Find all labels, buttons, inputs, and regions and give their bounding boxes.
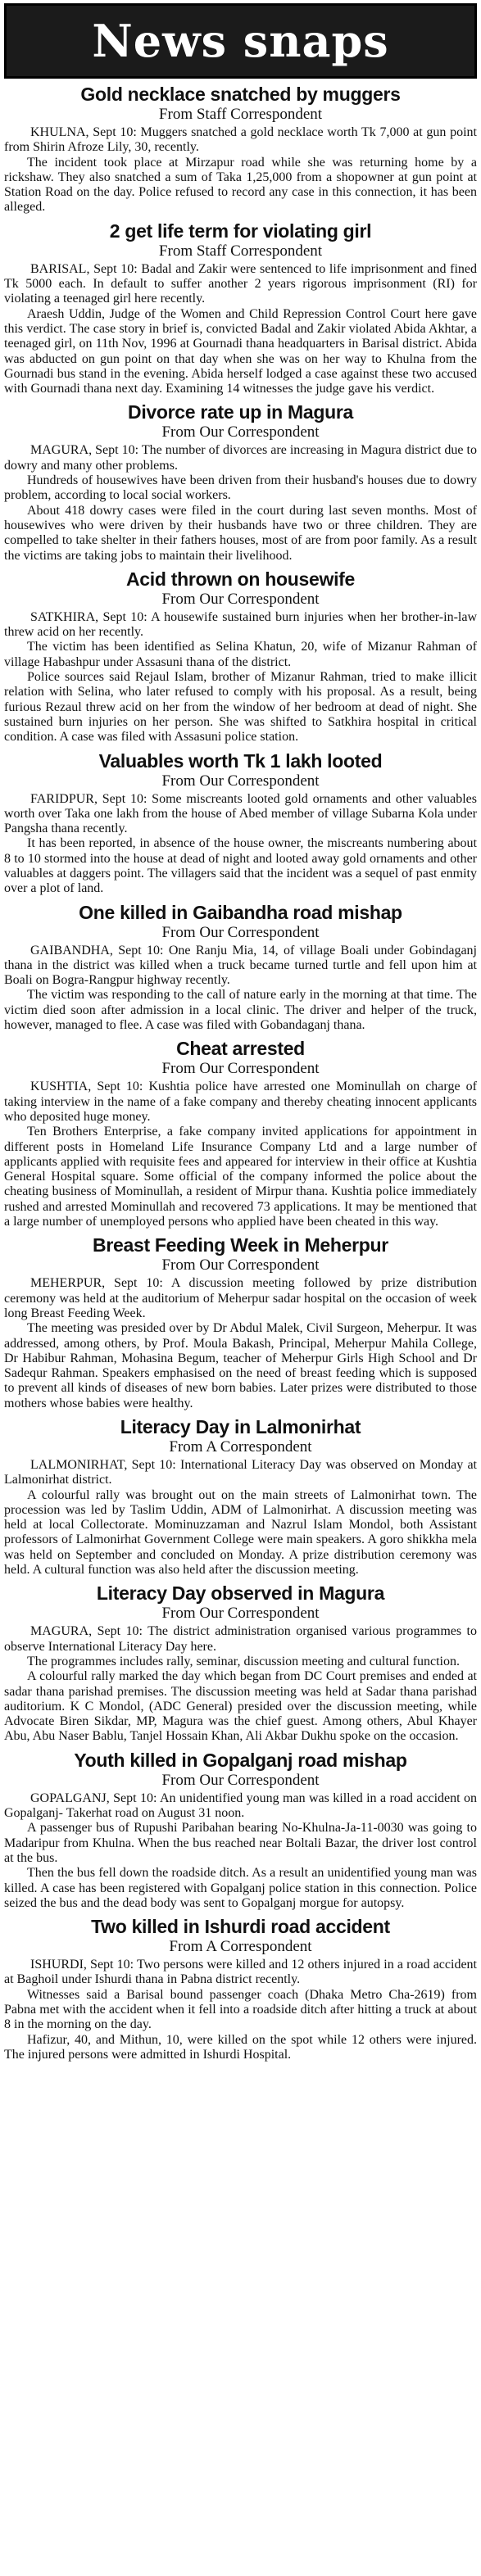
- story-headline: Cheat arrested: [176, 1038, 305, 1060]
- news-story: [4, 568, 477, 745]
- story-lead-paragraph: SATKHIRA, Sept 10: A housewife sustained burn injuries when her brother-in-law threw acid on her recently.: [4, 609, 477, 640]
- story-byline: From Staff Correspondent: [158, 106, 323, 123]
- story-paragraph: A colourful rally marked the day which began from DC Court premises and ended at sadar thana parishad premises. The discussion meeting was held at Sadar thana parishad auditorium. K C Mondol, (ADC General) presided over the discussion meeting, while Advocate Biren Sikdar, MP, Magura was the chief guest. Among others, Abul Khayer Abu, Abu Naser Bablu, Tanjel Hossain Khan, Ali Akbar Dukhu spoke on the occasion.: [4, 1669, 477, 1744]
- story-paragraph: Police sources said Rejaul Islam, brother of Mizanur Rahman, tried to make illicit relation with Selina, who later refused to comply with his proposal. As a result, being furious Rezaul threw acid on her from the window of her bedroom at dead of night. She sustained burn injuries on her person. She was shifted to Satkhira hospital in critical condition. A case was filed with Assasuni police station.: [4, 670, 477, 745]
- story-paragraph: The meeting was presided over by Dr Abdul Malek, Civil Surgeon, Meherpur. It was addressed, among others, by Prof. Moula Bakash, Principal, Meherpur Mahila College, Dr Habibur Rahman, Mohasina Begum, teacher of Meherpur Girls High School and Dr Sadequr Rahman. Speakers emphasised on the need of breast feeding which is supposed to prevent all kinds of diseases of new born babies. Later prizes were distributed to those mothers whose babies were healthy.: [4, 1321, 477, 1410]
- story-byline: From Our Correspondent: [161, 590, 320, 608]
- story-lead-paragraph: KUSHTIA, Sept 10: Kushtia police have arrested one Mominullah on charge of taking interview in the name of a fake company and thereby cheating innocent applicants who deposited huge money.: [4, 1080, 477, 1124]
- story-paragraph: About 418 dowry cases were filed in the court during last seven months. Most of housewives who were driven by their husbands have two or three children. They are compelled to take shelter in their fathers houses, most of are from poor family. As a result the victims are taking jobs to maintain their livelihood.: [4, 503, 477, 563]
- news-story: [4, 1582, 477, 1744]
- story-headline: Literacy Day observed in Magura: [96, 1582, 385, 1605]
- story-paragraph: A passenger bus of Rupushi Paribahan bearing No-Khulna-Ja-11-0030 was going to Madaripur from Khulna. When the bus reached near Boltali Bazar, the driver lost control at the bus.: [4, 1821, 477, 1865]
- story-headline: Valuables worth Tk 1 lakh looted: [98, 749, 383, 772]
- news-story: [4, 902, 477, 1034]
- news-story: [4, 1750, 477, 1911]
- story-headline: Youth killed in Gopalganj road mishap: [74, 1749, 407, 1771]
- story-headline: 2 get life term for violating girl: [109, 220, 372, 242]
- masthead-title: News snaps: [92, 15, 389, 67]
- story-byline: From Our Correspondent: [161, 1256, 320, 1274]
- story-lead-paragraph: BARISAL, Sept 10: Badal and Zakir were sentenced to life imprisonment and fined Tk 5000 each. In default to suffer another 2 years rigorous imprisonment (RI) for violating a teenaged girl here recently.: [4, 261, 477, 306]
- story-paragraph: Hundreds of housewives have been driven from their husband's houses due to dowry problem, according to local social workers.: [4, 473, 477, 503]
- story-paragraph: The incident took place at Mirzapur road while she was returning home by a rickshaw. They also snatched a sum of Taka 1,25,000 from a shopowner at gun point at Station Road on the day. Police refused to record any case in this connection, it has been alleged.: [4, 155, 477, 215]
- story-lead-paragraph: KHULNA, Sept 10: Muggers snatched a gold necklace worth Tk 7,000 at gun point from Shirin Afroze Lily, 30, recently.: [4, 125, 477, 155]
- story-paragraph: Araesh Uddin, Judge of the Women and Child Repression Control Court here gave this verdict. The case story in brief is, convicted Badal and Zakir violated Abida Akhtar, a teenaged girl, on 11th Nov, 1996 at Gournadi thana headquarters in Barisal district. Abida was abducted on gun point on that day when she was on her way to Khulna from the Gournadi bus stand in the evening. Abida herself lodged a case against these two accused with Gournadi thana next day. Examining 14 witnesses the judge gave his verdict.: [4, 306, 477, 396]
- masthead-banner: [4, 3, 477, 79]
- story-paragraph: It has been reported, in absence of the house owner, the miscreants numbering about 8 to 10 stormed into the house at dead of night and looted away gold ornaments and other valuables at daggers point. The villagers said that the incident was a sequel of past enmity over a plot of land.: [4, 836, 477, 896]
- story-paragraph: Then the bus fell down the roadside ditch. As a result an unidentified young man was killed. A case has been registered with Gopalganj police station in this connection. Police seized the bus and the dead body was sent to Gopalganj morgue for autopsy.: [4, 1866, 477, 1910]
- story-paragraph: The victim has been identified as Selina Khatun, 20, wife of Mizanur Rahman of village Habashpur under Assasuni thana of the district.: [4, 640, 477, 669]
- story-lead-paragraph: MAGURA, Sept 10: The number of divorces are increasing in Magura district due to dowry and many other problems.: [4, 443, 477, 473]
- story-paragraph: Ten Brothers Enterprise, a fake company invited applications for appointment in different posts in Homeland Life Insurance Company Ltd and a large number of applicants applied with requisite fees and appeared for interview in their office at Kushtia General Hospital square. Some official of the company informed the police about the cheating business of Mominullah, a resident of Mirpur thana. Kushtia police immediately rushed and arrested Mominullah and recovered 73 applications. It may be mentioned that a large number of unemployed persons who applied have been cheated in this way.: [4, 1125, 477, 1229]
- news-story: [4, 401, 477, 563]
- story-paragraph: Hafizur, 40, and Mithun, 10, were killed on the spot while 12 others were injured. The injured persons were admitted in Ishurdi Hospital.: [4, 2032, 477, 2062]
- story-headline: Acid thrown on housewife: [125, 568, 356, 590]
- story-byline: From A Correspondent: [169, 1938, 312, 1956]
- story-byline: From A Correspondent: [169, 1438, 312, 1456]
- story-lead-paragraph: LALMONIRHAT, Sept 10: International Literacy Day was observed on Monday at Lalmonirhat district.: [4, 1458, 477, 1487]
- news-story: [4, 1416, 477, 1578]
- news-story: [4, 84, 477, 215]
- story-paragraph: A colourful rally was brought out on the main streets of Lalmonirhat town. The procession was led by Taslim Uddin, ADM of Lalmonirhat. A discussion meeting was held at local Collectorate. Mominuzzaman and Nazrul Islam Mondol, both Assistant professors of Lalmonirhat Government College were main speakers. A goro shikkha mela was held on September and concluded on Monday. A prize distribution ceremony was held. A cultural function was also held after the discussion meeting.: [4, 1487, 477, 1578]
- story-headline: One killed in Gaibandha road mishap: [79, 901, 402, 923]
- news-story: [4, 1038, 477, 1229]
- story-byline: From Our Correspondent: [161, 1605, 320, 1623]
- story-paragraph: The victim was responding to the call of nature early in the morning at that time. The victim died soon after admission in a local clinic. The driver and helper of the truck, however, managed to flee. A case was filed with Gobandaganj thana.: [4, 988, 477, 1033]
- story-lead-paragraph: GAIBANDHA, Sept 10: One Ranju Mia, 14, of village Boali under Gobindaganj thana in the district was killed when a truck became turned turtle and fell upon him at Boali on Bogra-Rangpur highway recently.: [4, 943, 477, 988]
- news-story: [4, 1916, 477, 2062]
- story-headline: Two killed in Ishurdi road accident: [91, 1916, 390, 1938]
- news-page: [4, 3, 477, 2062]
- stories-column: [4, 84, 477, 2062]
- story-lead-paragraph: MEHERPUR, Sept 10: A discussion meeting followed by prize distribution ceremony was held at the auditorium of Meherpur sadar hospital on the occasion of week long Breast Feeding Week.: [4, 1276, 477, 1320]
- story-lead-paragraph: GOPALGANJ, Sept 10: An unidentified young man was killed in a road accident on Gopalganj- Takerhat road on August 31 noon.: [4, 1791, 477, 1821]
- story-byline: From Our Correspondent: [161, 423, 320, 441]
- news-story: [4, 1234, 477, 1411]
- story-lead-paragraph: MAGURA, Sept 10: The district administration organised various programmes to observe International Literacy Day here.: [4, 1624, 477, 1654]
- story-byline: From Staff Correspondent: [158, 242, 323, 260]
- story-lead-paragraph: FARIDPUR, Sept 10: Some miscreants looted gold ornaments and other valuables worth over Taka one lakh from the house of Abed member of village Subarna Kola under Pangsha thana recently.: [4, 791, 477, 836]
- story-byline: From Our Correspondent: [161, 923, 320, 941]
- story-paragraph: Witnesses said a Barisal bound passenger coach (Dhaka Metro Cha-2619) from Pabna met with the accident when it fell into a roadside ditch after hitting a truck at about 8 in the morning on the day.: [4, 1987, 477, 2032]
- story-lead-paragraph: ISHURDI, Sept 10: Two persons were killed and 12 others injured in a road accident at Baghoil under Ishurdi thana in Pabna district recently.: [4, 1958, 477, 1987]
- story-byline: From Our Correspondent: [161, 1060, 320, 1078]
- story-headline: Divorce rate up in Magura: [128, 401, 353, 423]
- story-byline: From Our Correspondent: [161, 772, 320, 790]
- story-headline: Gold necklace snatched by muggers: [80, 84, 401, 105]
- news-story: [4, 750, 477, 897]
- story-headline: Literacy Day in Lalmonirhat: [120, 1416, 361, 1437]
- story-headline: Breast Feeding Week in Meherpur: [93, 1234, 388, 1256]
- news-story: [4, 220, 477, 397]
- story-paragraph: The programmes includes rally, seminar, discussion meeting and cultural function.: [27, 1654, 460, 1668]
- story-byline: From Our Correspondent: [161, 1771, 320, 1789]
